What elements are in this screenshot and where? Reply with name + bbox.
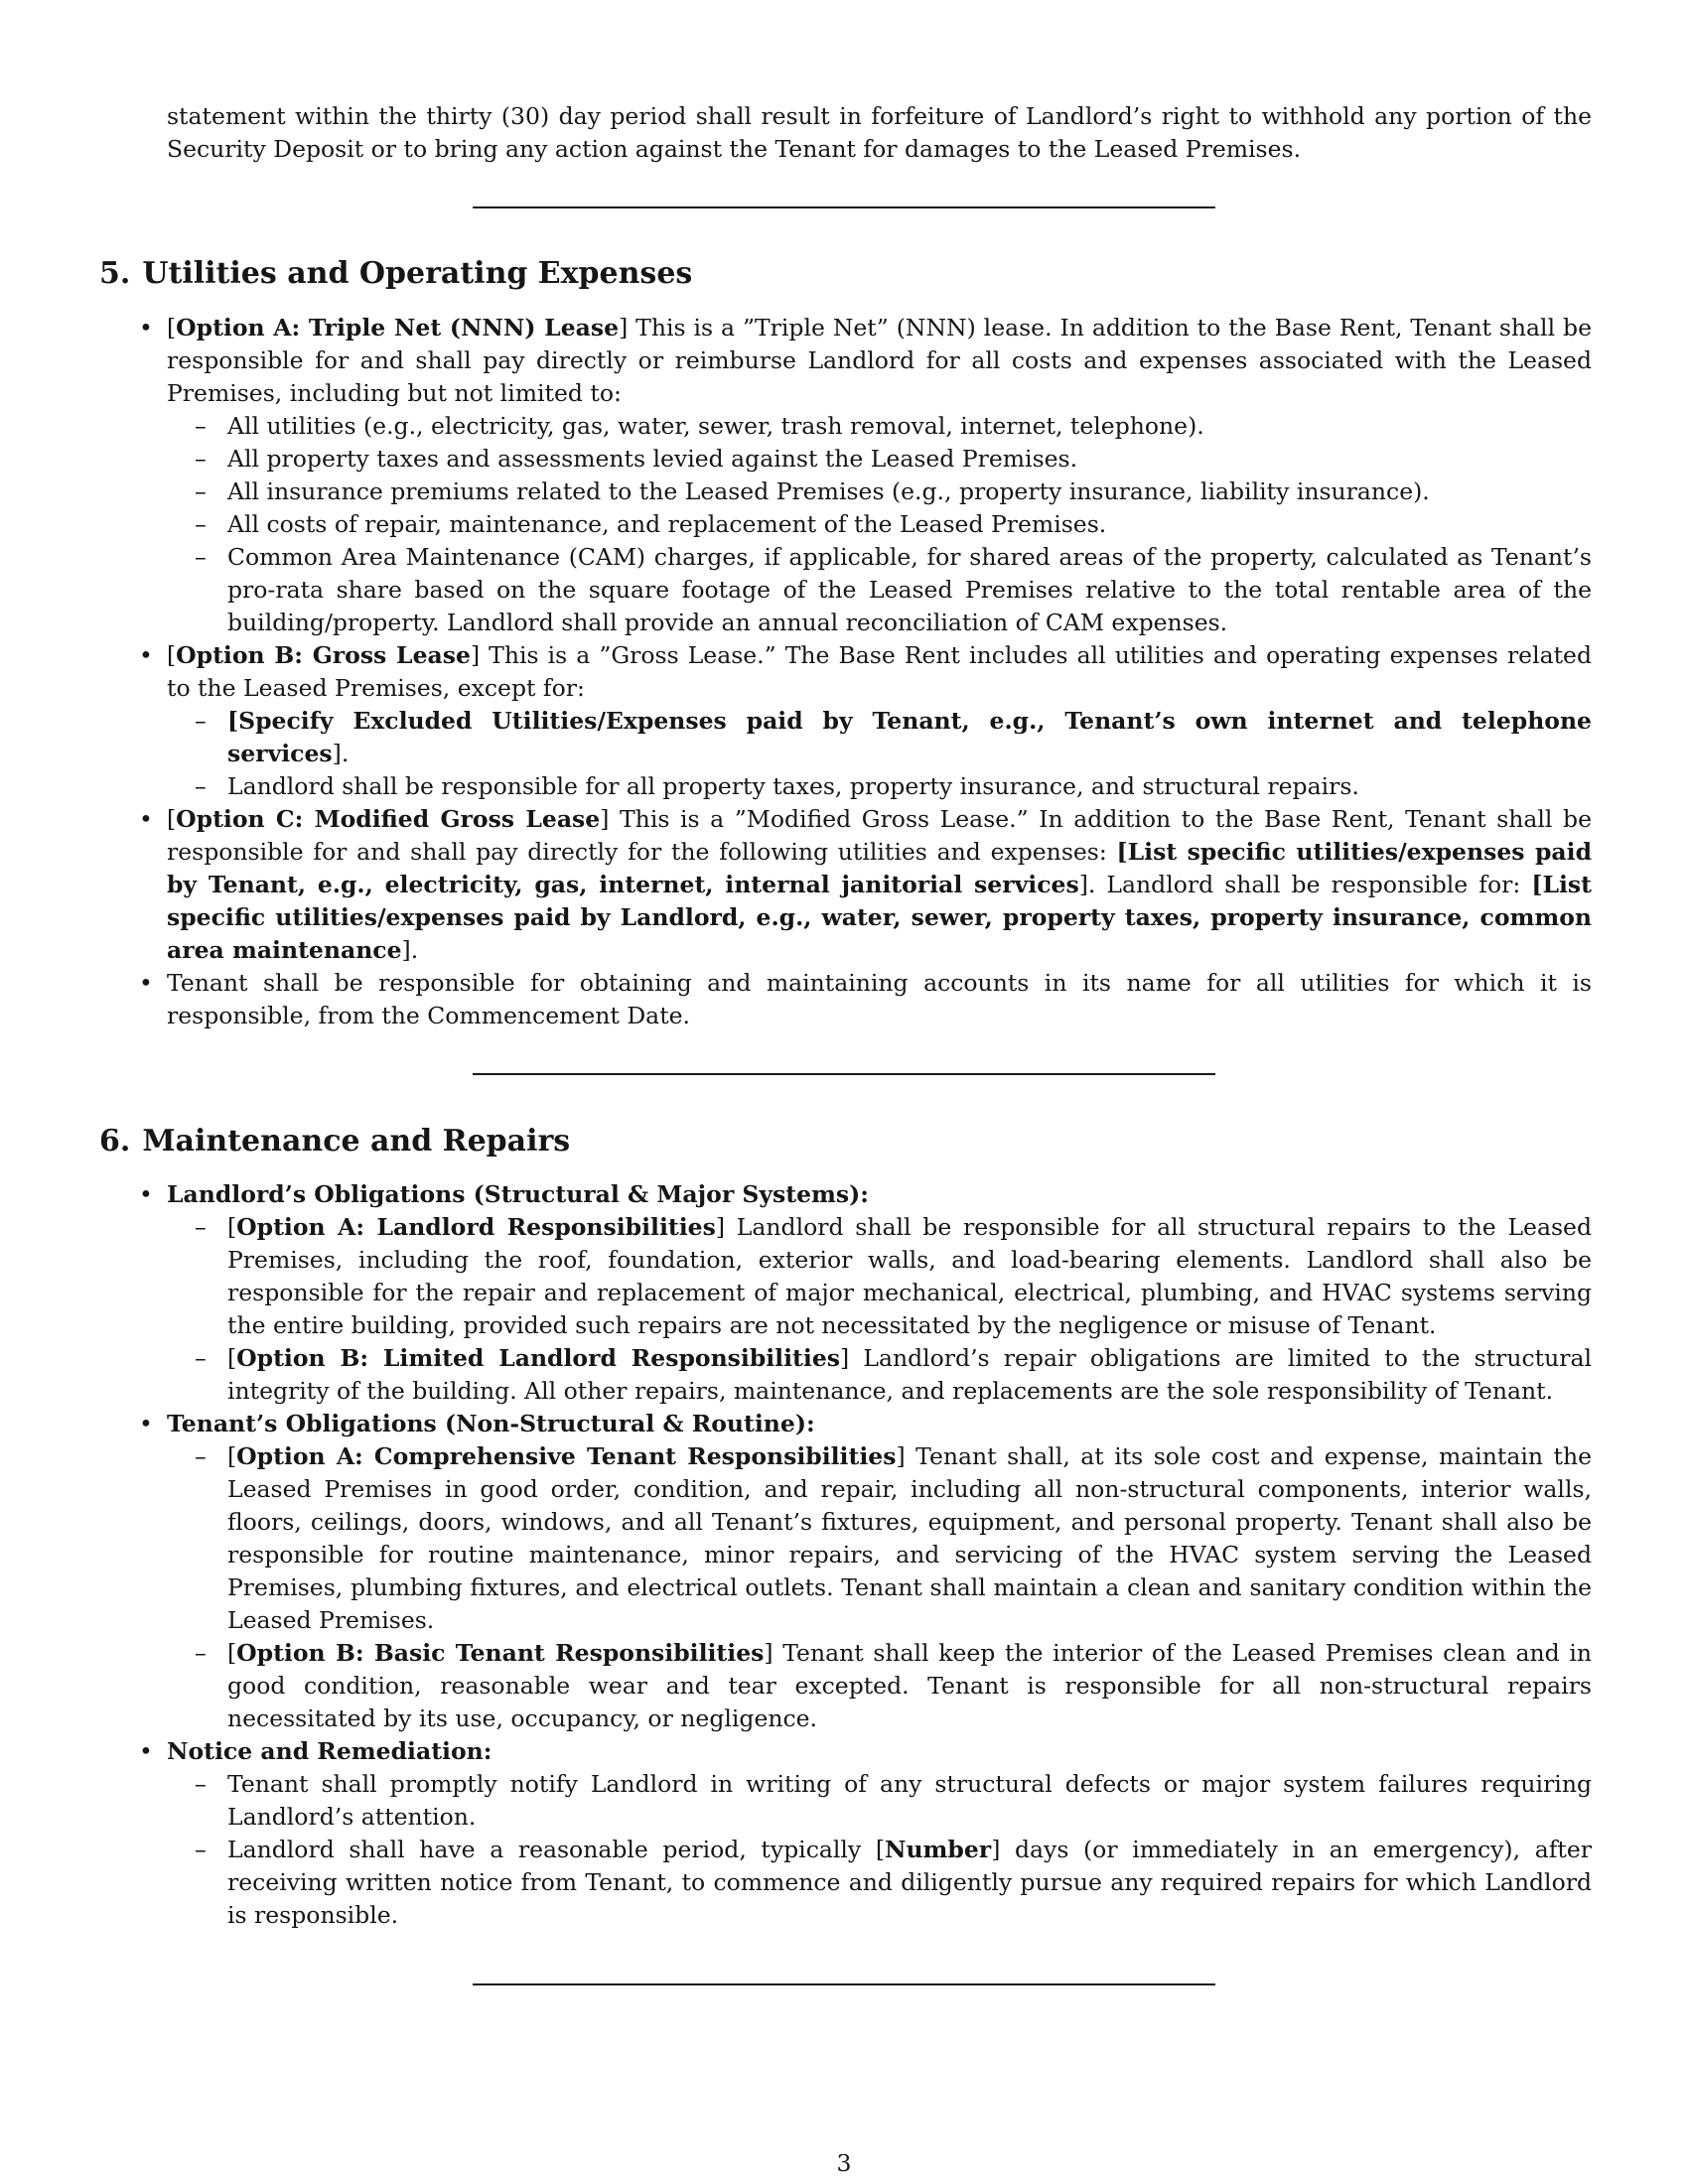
dash-icon: –: [195, 543, 207, 571]
list-item: – [Option B: Basic Tenant Responsibilities] Tenant shall keep the interior of the Leased Premises clean and in good condition, reasonable wear and tear excepted. Tenant is responsible for all non-structural repairs necessitated by its use, occupancy, or negligence.: [195, 1639, 1592, 1732]
list-item-option-b-gross: • [Option B: Gross Lease] This is a ”Gross Lease.” The Base Rent includes all utilities and operating expenses related to the Leased Premises, except for: – [Specify Excluded Utilities/Expenses paid by Tenant, e.g., Tenant’s own internet and telephone services]. – Landlord shall be responsible for all property taxes, property insurance, and structural repairs.: [133, 639, 1592, 803]
dash-icon: –: [195, 1213, 207, 1241]
option-a-sublist: [167, 410, 1592, 639]
list-item-landlord-obligations: [133, 1178, 1592, 1408]
tenant-options-sublist: [167, 1440, 1592, 1735]
list-item-option-a-nnn: • [Option A: Triple Net (NNN) Lease] This is a ”Triple Net” (NNN) lease. In addition to the Base Rent, Tenant shall be responsible for and shall pay directly or reimburse Landlord for all costs and expenses associated with the Leased Premises, including but not limited to: – All utilities (e.g., electricity, gas, water, sewer, trash removal, internet, telephone). – All property taxes and assessments levied against the Leased Premises. – All insurance premiums related to the Leased Premises (e.g., property insurance, liability insurance). – All costs of repair, maintenance, and replacement of the Leased Premises. – Common Area Maintenance (CAM) charges, if applicable, for shared areas of the property, calculated as Tenant’s pro-rata share based on the square footage of the Leased Premises relative to the total rentable area of the building/property. Landlord shall provide an annual reconciliation of CAM expenses.: [133, 312, 1592, 639]
list-item: – [Option A: Landlord Responsibilities] Landlord shall be responsible for all structural repairs to the Leased Premises, including the roof, foundation, exterior walls, and load-bearing elements. Landlord shall also be responsible for the repair and replacement of major mechanical, electrical, plumbing, and HVAC systems serving the entire building, provided such repairs are not necessitated by the negligence or misuse of Tenant.: [195, 1213, 1592, 1339]
section-5-heading: [99, 254, 692, 294]
landlord-obligations-heading: Landlord’s Obligations (Structural & Major Systems):: [167, 1180, 869, 1208]
notice-sublist: [167, 1768, 1592, 1932]
option-a-label: Option A: Triple Net (NNN) Lease: [176, 314, 620, 341]
option-a-text: This is a ”Triple Net” (NNN) lease. In addition to the Base Rent, Tenant shall be responsible for and shall pay directly or reimburse Landlord for all costs and expenses associated with the Leased Premises, including but not limited to:: [167, 314, 1592, 407]
dash-icon: –: [195, 1770, 207, 1798]
bullet-icon: •: [139, 805, 153, 833]
section-6-heading: [99, 1122, 570, 1161]
list-item: – [Option A: Comprehensive Tenant Responsibilities] Tenant shall, at its sole cost and expense, maintain the Leased Premises in good order, condition, and repair, including all non-structural components, interior walls, floors, ceilings, doors, windows, and all Tenant’s fixtures, equipment, and personal property. Tenant shall also be responsible for routine maintenance, minor repairs, and servicing of the HVAC system serving the Leased Premises, plumbing fixtures, and electrical outlets. Tenant shall maintain a clean and sanitary condition within the Leased Premises.: [195, 1442, 1592, 1634]
section-5-number: 5.: [99, 256, 131, 291]
bullet-icon: •: [139, 314, 153, 341]
section-5-list: [133, 312, 1592, 1032]
notice-heading: Notice and Remediation:: [167, 1737, 492, 1765]
dash-icon: –: [195, 1836, 207, 1863]
list-item: – Common Area Maintenance (CAM) charges, if applicable, for shared areas of the property, calculated as Tenant’s pro-rata share based on the square footage of the Leased Premises relative to the total rentable area of the building/property. Landlord shall provide an annual reconciliation of CAM expenses.: [195, 543, 1592, 636]
bullet-icon: •: [139, 641, 153, 669]
section-5-title: Utilities and Operating Expenses: [142, 256, 693, 291]
excluded-expenses-placeholder: Specify Excluded Utilities/Expenses paid by Tenant, e.g., Tenant’s own internet and telephone services: [227, 707, 1592, 767]
list-item: – [Option B: Limited Landlord Responsibilities] Landlord’s repair obligations are limited to the structural integrity of the building. All other repairs, maintenance, and replacements are the sole responsibility of Tenant.: [195, 1344, 1593, 1405]
section-6-number: 6.: [99, 1124, 131, 1159]
list-item: – All insurance premiums related to the Leased Premises (e.g., property insurance, liability insurance).: [167, 476, 1592, 508]
list-item: – Landlord shall have a reasonable period, typically [Number] days (or immediately in an emergency), after receiving written notice from Tenant, to commence and diligently pursue any required repairs for which Landlord is responsible.: [195, 1836, 1592, 1929]
list-item: – Landlord shall be responsible for all property taxes, property insurance, and structural repairs.: [167, 770, 1592, 803]
section-divider: [473, 1983, 1215, 1985]
page-number: 3: [836, 2149, 852, 2177]
list-item: – All utilities (e.g., electricity, gas, water, sewer, trash removal, internet, telephone).: [167, 410, 1592, 443]
dash-icon: –: [195, 445, 207, 473]
option-b-label: Option B: Gross Lease: [176, 641, 471, 669]
list-item: – Tenant shall promptly notify Landlord in writing of any structural defects or major system failures requiring Landlord’s attention.: [195, 1770, 1592, 1831]
list-item-tenant-obligations: [133, 1408, 1592, 1735]
landlord-options-sublist: [167, 1211, 1592, 1408]
landlord-expenses-placeholder: List specific utilities/expenses paid by Landlord, e.g., water, sewer, property taxes, property insurance, common area maintenance: [167, 871, 1592, 964]
list-item-notice-remediation: [133, 1735, 1592, 1932]
dash-icon: –: [195, 412, 207, 440]
list-item: – All costs of repair, maintenance, and replacement of the Leased Premises.: [167, 508, 1592, 541]
dash-icon: –: [195, 510, 207, 538]
option-b-text: This is a ”Gross Lease.” The Base Rent includes all utilities and operating expenses related to the Leased Premises, except for:: [167, 641, 1593, 702]
dash-icon: –: [195, 478, 207, 505]
section-divider: [473, 206, 1215, 208]
dash-icon: –: [195, 1639, 207, 1667]
section-6-title: Maintenance and Repairs: [142, 1124, 571, 1159]
intro-paragraph: statement within the thirty (30) day period shall result in forfeiture of Landlord’s right to withhold any portion of the Security Deposit or to bring any action against the Tenant for damages to the Leased Premises.: [167, 102, 1592, 163]
list-item-utility-accounts: • Tenant shall be responsible for obtaining and maintaining accounts in its name for all utilities for which it is responsible, from the Commencement Date.: [139, 969, 1592, 1029]
list-item: – All property taxes and assessments levied against the Leased Premises.: [167, 443, 1592, 476]
list-item-option-c-modified-gross: • [Option C: Modified Gross Lease] This is a ”Modified Gross Lease.” In addition to the Base Rent, Tenant shall be responsible for and shall pay directly for the following utilities and expenses: [List specific utilities/expenses paid by Tenant, e.g., electricity, gas, internet, internal janitorial services]. Landlord shall be responsible for: [List specific utilities/expenses paid by Landlord, e.g., water, sewer, property taxes, property insurance, common area maintenance].: [139, 805, 1592, 964]
section-6-list: [133, 1178, 1592, 1932]
dash-icon: –: [195, 707, 207, 735]
tenant-expenses-placeholder: List specific utilities/expenses paid by Tenant, e.g., electricity, gas, internet, internal janitorial services: [167, 838, 1592, 898]
list-item: – [Specify Excluded Utilities/Expenses paid by Tenant, e.g., Tenant’s own internet and telephone services].: [195, 707, 1592, 767]
option-b-sublist: [167, 705, 1592, 803]
bullet-icon: •: [139, 1410, 153, 1437]
option-c-label: Option C: Modified Gross Lease: [176, 805, 601, 833]
dash-icon: –: [195, 772, 207, 800]
bullet-icon: •: [139, 969, 153, 997]
bullet-icon: •: [139, 1180, 153, 1208]
dash-icon: –: [195, 1442, 207, 1470]
bullet-icon: •: [139, 1737, 153, 1765]
number-placeholder: Number: [884, 1836, 992, 1863]
section-divider: [473, 1073, 1215, 1075]
tenant-obligations-heading: Tenant’s Obligations (Non-Structural & Routine):: [167, 1410, 815, 1437]
dash-icon: –: [195, 1344, 207, 1372]
